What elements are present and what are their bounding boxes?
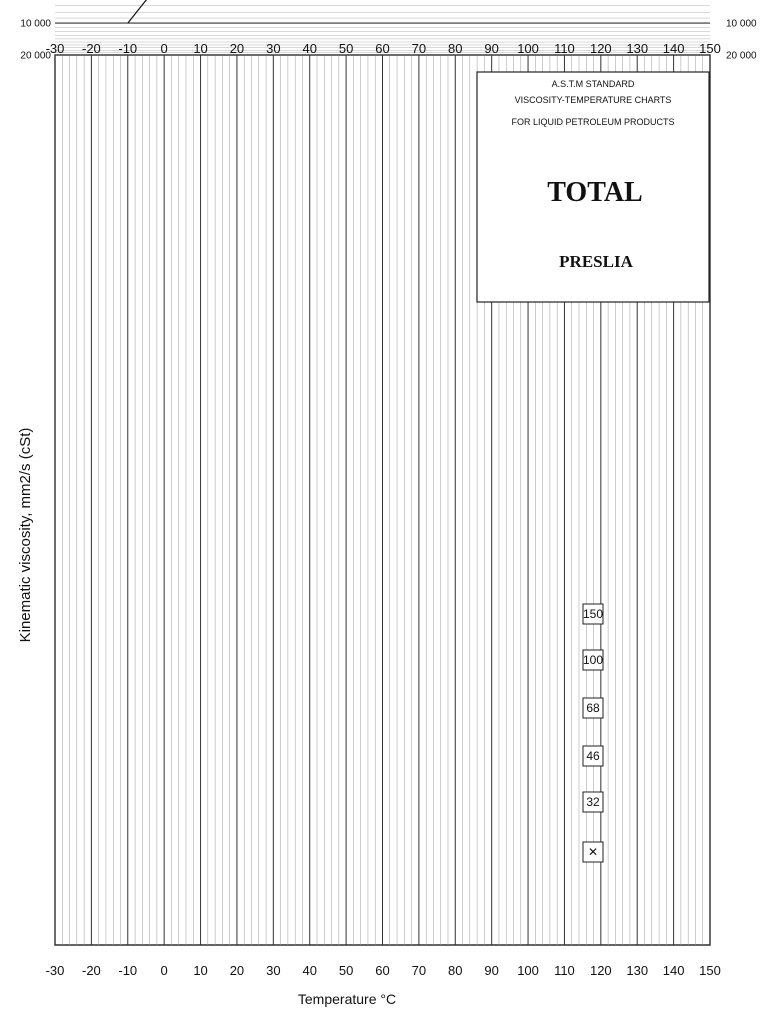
x-tick-bottom-0: -30 [45, 963, 65, 978]
x-tick-bottom-8: 50 [338, 963, 354, 978]
brand-title: TOTAL [547, 177, 643, 208]
y-axis-label: Kinematic viscosity, mm2/s (cSt) [17, 427, 34, 643]
x-tick-bottom-4: 10 [193, 963, 208, 978]
x-tick-top-18: 150 [699, 41, 721, 56]
x-tick-top-4: 10 [193, 41, 208, 56]
y-tick-left-1: 10 000 [20, 18, 51, 30]
x-tick-top-13: 100 [517, 41, 539, 56]
x-tick-bottom-6: 30 [266, 963, 281, 978]
x-tick-top-8: 50 [338, 41, 354, 56]
product-title: PRESLIA [559, 252, 633, 271]
title-line-2: VISCOSITY-TEMPERATURE CHARTS [514, 95, 672, 105]
x-tick-bottom-9: 60 [375, 963, 390, 978]
x-tick-bottom-11: 80 [448, 963, 463, 978]
x-tick-bottom-14: 110 [554, 963, 575, 978]
x-tick-top-7: 40 [302, 41, 317, 56]
y-tick-right-0: 20 000 [726, 50, 757, 62]
x-tick-top-10: 70 [411, 41, 427, 56]
y-tick-right-1: 10 000 [726, 18, 757, 30]
x-tick-top-5: 20 [229, 41, 245, 56]
x-tick-bottom-3: 0 [160, 963, 168, 978]
y-tick-left-0: 20 000 [20, 50, 51, 62]
series-label-0: 150 [582, 607, 604, 621]
series-label-2: 68 [586, 701, 600, 715]
series-label-4: 32 [586, 795, 600, 809]
x-tick-top-9: 60 [375, 41, 390, 56]
x-tick-top-14: 110 [554, 41, 575, 56]
x-tick-bottom-7: 40 [302, 963, 317, 978]
x-tick-bottom-13: 100 [517, 963, 539, 978]
x-tick-bottom-18: 150 [699, 963, 721, 978]
x-tick-bottom-2: -10 [118, 963, 138, 978]
x-tick-top-16: 130 [626, 41, 649, 56]
x-tick-bottom-16: 130 [626, 963, 649, 978]
x-tick-top-1: -20 [81, 41, 101, 56]
x-tick-bottom-10: 70 [411, 963, 427, 978]
title-line-1: A.S.T.M STANDARD [551, 79, 635, 89]
series-label-5: ✕ [587, 845, 599, 859]
x-tick-top-17: 140 [662, 41, 685, 56]
x-tick-top-12: 90 [484, 41, 499, 56]
title-line-3: FOR LIQUID PETROLEUM PRODUCTS [511, 117, 675, 127]
title-box [477, 72, 709, 302]
x-tick-bottom-12: 90 [484, 963, 499, 978]
x-tick-bottom-17: 140 [662, 963, 685, 978]
x-tick-bottom-5: 20 [229, 963, 245, 978]
x-tick-top-6: 30 [266, 41, 281, 56]
x-tick-top-15: 120 [589, 41, 612, 56]
x-axis-label: Temperature °C [297, 991, 397, 1007]
series-label-1: 100 [582, 653, 604, 667]
x-tick-top-11: 80 [448, 41, 463, 56]
x-tick-bottom-15: 120 [589, 963, 612, 978]
x-tick-bottom-1: -20 [81, 963, 101, 978]
x-tick-top-3: 0 [160, 41, 168, 56]
series-label-3: 46 [586, 749, 600, 763]
x-tick-top-2: -10 [118, 41, 138, 56]
x-tick-top-0: -30 [45, 41, 65, 56]
